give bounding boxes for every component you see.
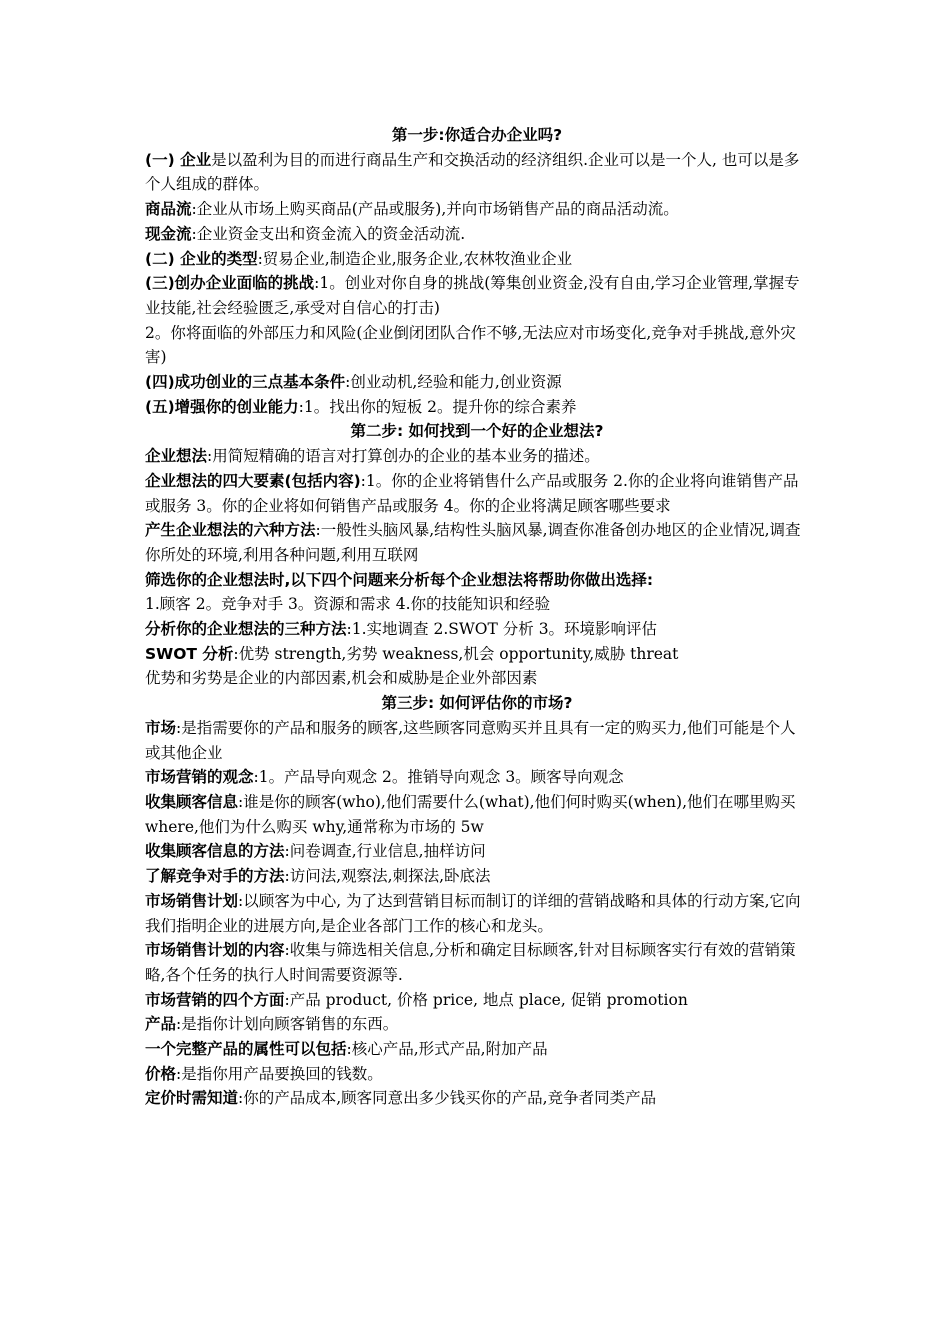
definition: :1.实地调查 2.SWOT 分析 3。环境影响评估: [346, 620, 658, 639]
definition: :用简短精确的语言对打算创办的企业的基本业务的描述。: [207, 447, 600, 466]
term: 一个完整产品的属性可以包括: [145, 1040, 347, 1059]
definition: :是指你计划向顾客销售的东西。: [176, 1015, 399, 1034]
term: 市场销售计划: [145, 891, 239, 910]
term: 市场: [145, 718, 177, 737]
paragraph: [145, 765, 809, 790]
definition: :企业从市场上购买商品(产品或服务),并向市场销售产品的商品活动流。: [191, 200, 679, 219]
section-heading: 第三步: 如何评估你的市场?: [381, 694, 573, 713]
paragraph: [145, 988, 809, 1013]
term: 市场营销的观念: [145, 768, 254, 787]
paragraph: [145, 1037, 809, 1062]
definition: :是指你用产品要换回的钱数。: [176, 1064, 383, 1083]
paragraph: [145, 617, 809, 642]
paragraph: [145, 444, 809, 469]
term: (三)创办企业面临的挑战: [145, 274, 315, 293]
paragraph: [145, 271, 809, 320]
paragraph: [145, 592, 809, 617]
term: SWOT 分析: [145, 644, 234, 663]
term: 价格: [145, 1064, 177, 1083]
term: (五)增强你的创业能力: [145, 397, 299, 416]
definition: :1。创业对你自身的挑战(筹集创业资金,没有自由,学习企业管理,掌握专业技能,社会经验匮乏,承受对自信心的打击): [145, 274, 800, 317]
term: 了解竞争对手的方法: [145, 867, 285, 886]
definition: :企业资金支出和资金流入的资金活动流.: [191, 224, 466, 243]
definition: :收集与筛选相关信息,分析和确定目标顾客,针对目标顾客实行有效的营销策略,各个任务的执行人时间需要资源等.: [145, 941, 796, 984]
definition: :是指需要你的产品和服务的顾客,这些顾客同意购买并且具有一定的购买力,他们可能是个人或其他企业: [145, 718, 796, 762]
paragraph: [145, 938, 809, 987]
paragraph: [145, 790, 809, 839]
definition: :1。你的企业将销售什么产品或服务 2.你的企业将向谁销售产品或服务 3。你的企业将如何销售产品或服务 4。你的企业将满足顾客哪些要求: [145, 471, 799, 515]
definition: :问卷调查,行业信息,抽样访问: [284, 842, 486, 861]
term: 收集顾客信息: [145, 792, 239, 811]
paragraph: [145, 469, 809, 518]
definition: :创业动机,经验和能力,创业资源: [345, 373, 562, 392]
paragraph: [145, 370, 809, 395]
term: (四)成功创业的三点基本条件: [145, 373, 346, 392]
section-heading: 第二步: 如何找到一个好的企业想法?: [350, 422, 604, 441]
term: 分析你的企业想法的三种方法: [145, 620, 347, 639]
definition: :访问法,观察法,刺探法,卧底法: [284, 867, 491, 886]
paragraph: [145, 839, 809, 864]
definition: :产品 product, 价格 price, 地点 place, 促销 promotion: [284, 990, 688, 1009]
term: 商品流: [145, 200, 192, 219]
paragraph: [145, 148, 809, 197]
definition: :核心产品,形式产品,附加产品: [346, 1040, 548, 1059]
term: (二) 企业的类型: [145, 249, 258, 268]
paragraph: [145, 1012, 809, 1037]
definition: :以顾客为中心, 为了达到营销目标而制订的详细的营销战略和具体的行动方案,它向我们指明企业的进展方向,是企业各部门工作的核心和龙头。: [145, 891, 801, 935]
term: 市场营销的四个方面: [145, 990, 285, 1009]
definition: :一般性头脑风暴,结构性头脑风暴,调查你准备创办地区的企业情况,调查你所处的环境,利用各种问题,利用互联网: [145, 521, 801, 564]
paragraph: [145, 395, 809, 420]
document-body: [145, 123, 809, 1111]
term: 筛选你的企业想法时,以下四个问题来分析每个企业想法将帮助你做出选择:: [145, 570, 654, 589]
paragraph: [145, 1086, 809, 1111]
section-heading: 第一步:你适合办企业吗?: [391, 126, 563, 144]
term: 企业想法的四大要素(包括内容): [145, 471, 361, 490]
definition: :1。产品导向观念 2。推销导向观念 3。顾客导向观念: [253, 768, 624, 787]
definition: 优势和劣势是企业的内部因素,机会和威胁是企业外部因素: [145, 669, 538, 688]
paragraph: [145, 222, 809, 247]
paragraph: [145, 247, 809, 272]
term: (一) 企业: [145, 150, 212, 169]
paragraph: [145, 518, 809, 567]
paragraph: [145, 568, 809, 593]
term: 现金流: [145, 224, 192, 243]
term: 产品: [145, 1015, 177, 1034]
definition: 是以盈利为目的而进行商品生产和交换活动的经济组织.企业可以是一个人, 也可以是多个人组成的群体。: [145, 150, 800, 194]
definition: :优势 strength,劣势 weakness,机会 opportunity,威胁 threat: [233, 644, 679, 663]
term: 收集顾客信息的方法: [145, 842, 285, 861]
term: 企业想法: [145, 447, 208, 466]
paragraph: [145, 321, 809, 370]
definition: :你的产品成本,顾客同意出多少钱买你的产品,竞争者同类产品: [238, 1089, 657, 1108]
paragraph: [145, 889, 809, 938]
paragraph: [145, 716, 809, 765]
definition: 2。你将面临的外部压力和风险(企业倒闭团队合作不够,无法应对市场变化,竞争对手挑战,意外灾害): [145, 323, 796, 367]
definition: 1.顾客 2。竞争对手 3。资源和需求 4.你的技能知识和经验: [145, 595, 551, 614]
definition: :1。找出你的短板 2。提升你的综合素养: [298, 397, 577, 416]
definition: :谁是你的顾客(who),他们需要什么(what),他们何时购买(when),他们在哪里购买 where,他们为什么购买 why,通常称为市场的 5w: [145, 792, 796, 836]
term: 产生企业想法的六种方法: [145, 521, 316, 540]
term: 定价时需知道: [145, 1089, 239, 1108]
paragraph: [145, 666, 809, 691]
definition: :贸易企业,制造企业,服务企业,农林牧渔业企业: [257, 249, 573, 268]
term: 市场销售计划的内容: [145, 941, 285, 960]
paragraph: [145, 1062, 809, 1087]
paragraph: [145, 197, 809, 222]
paragraph: [145, 642, 809, 667]
paragraph: [145, 864, 809, 889]
